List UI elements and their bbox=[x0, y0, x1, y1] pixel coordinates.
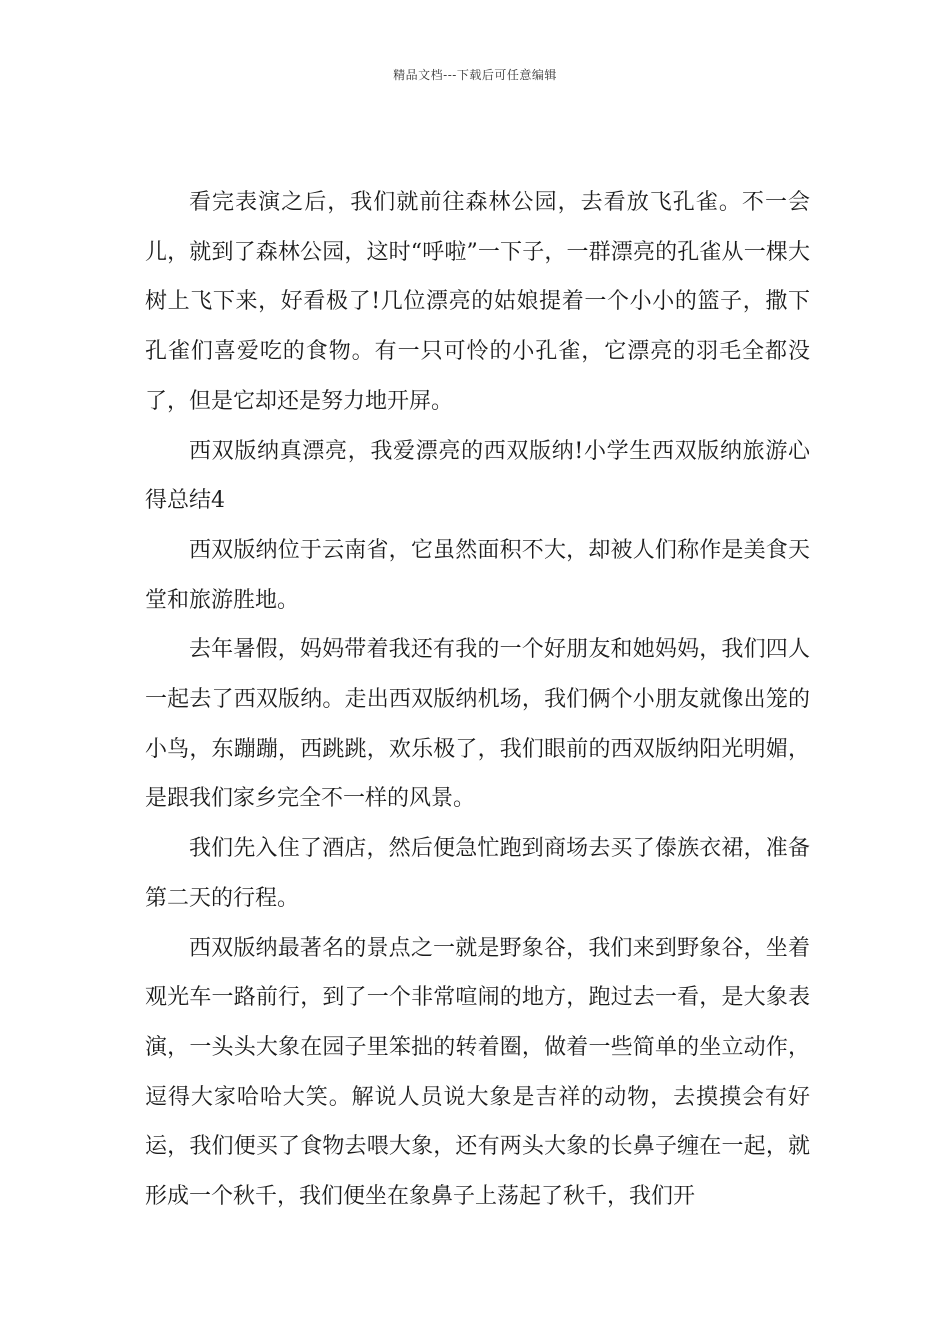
page-header: 精品文档---下载后可任意编辑 bbox=[393, 68, 557, 82]
document-body bbox=[145, 178, 810, 1222]
paragraph-summary-title: 西双版纳真漂亮，我爱漂亮的西双版纳!小学生西双版纳旅游心得总结4 bbox=[145, 438, 810, 514]
paragraph-summer-trip: 去年暑假，妈妈带着我还有我的一个好朋友和她妈妈，我们四人一起去了西双版纳。走出西双版纳机场，我们俩个小朋友就像出笼的小鸟，东蹦蹦，西跳跳，欢乐极了，我们眼前的西双版纳阳光明媚，是跟我们家乡完全不一样的风景。 bbox=[145, 637, 810, 812]
paragraph-peacock: 看完表演之后，我们就前往森林公园，去看放飞孔雀。不一会儿，就到了森林公园，这时“呼啦”一下子，一群漂亮的孔雀从一棵大树上飞下来，好看极了!几位漂亮的姑娘提着一个小小的篮子，撒下孔雀们喜爱吃的食物。有一只可怜的小孔雀，它漂亮的羽毛全都没了，但是它却还是努力地开屏。 bbox=[145, 190, 810, 414]
paragraph-hotel: 我们先入住了酒店，然后便急忙跑到商场去买了傣族衣裙，准备第二天的行程。 bbox=[145, 836, 810, 911]
paragraph-location: 西双版纳位于云南省，它虽然面积不大，却被人们称作是美食天堂和旅游胜地。 bbox=[145, 537, 810, 613]
paragraph-elephant-valley: 西双版纳最著名的景点之一就是野象谷，我们来到野象谷，坐着观光车一路前行，到了一个非常喧闹的地方，跑过去一看，是大象表演，一头头大象在园子里笨拙的转着圈，做着一些简单的坐立动作，逗得大家哈哈大笑。解说人员说大象是吉祥的动物，去摸摸会有好运，我们便买了食物去喂大象，还有两头大象的长鼻子缠在一起，就形成一个秋千，我们便坐在象鼻子上荡起了秋千，我们开 bbox=[145, 935, 810, 1210]
